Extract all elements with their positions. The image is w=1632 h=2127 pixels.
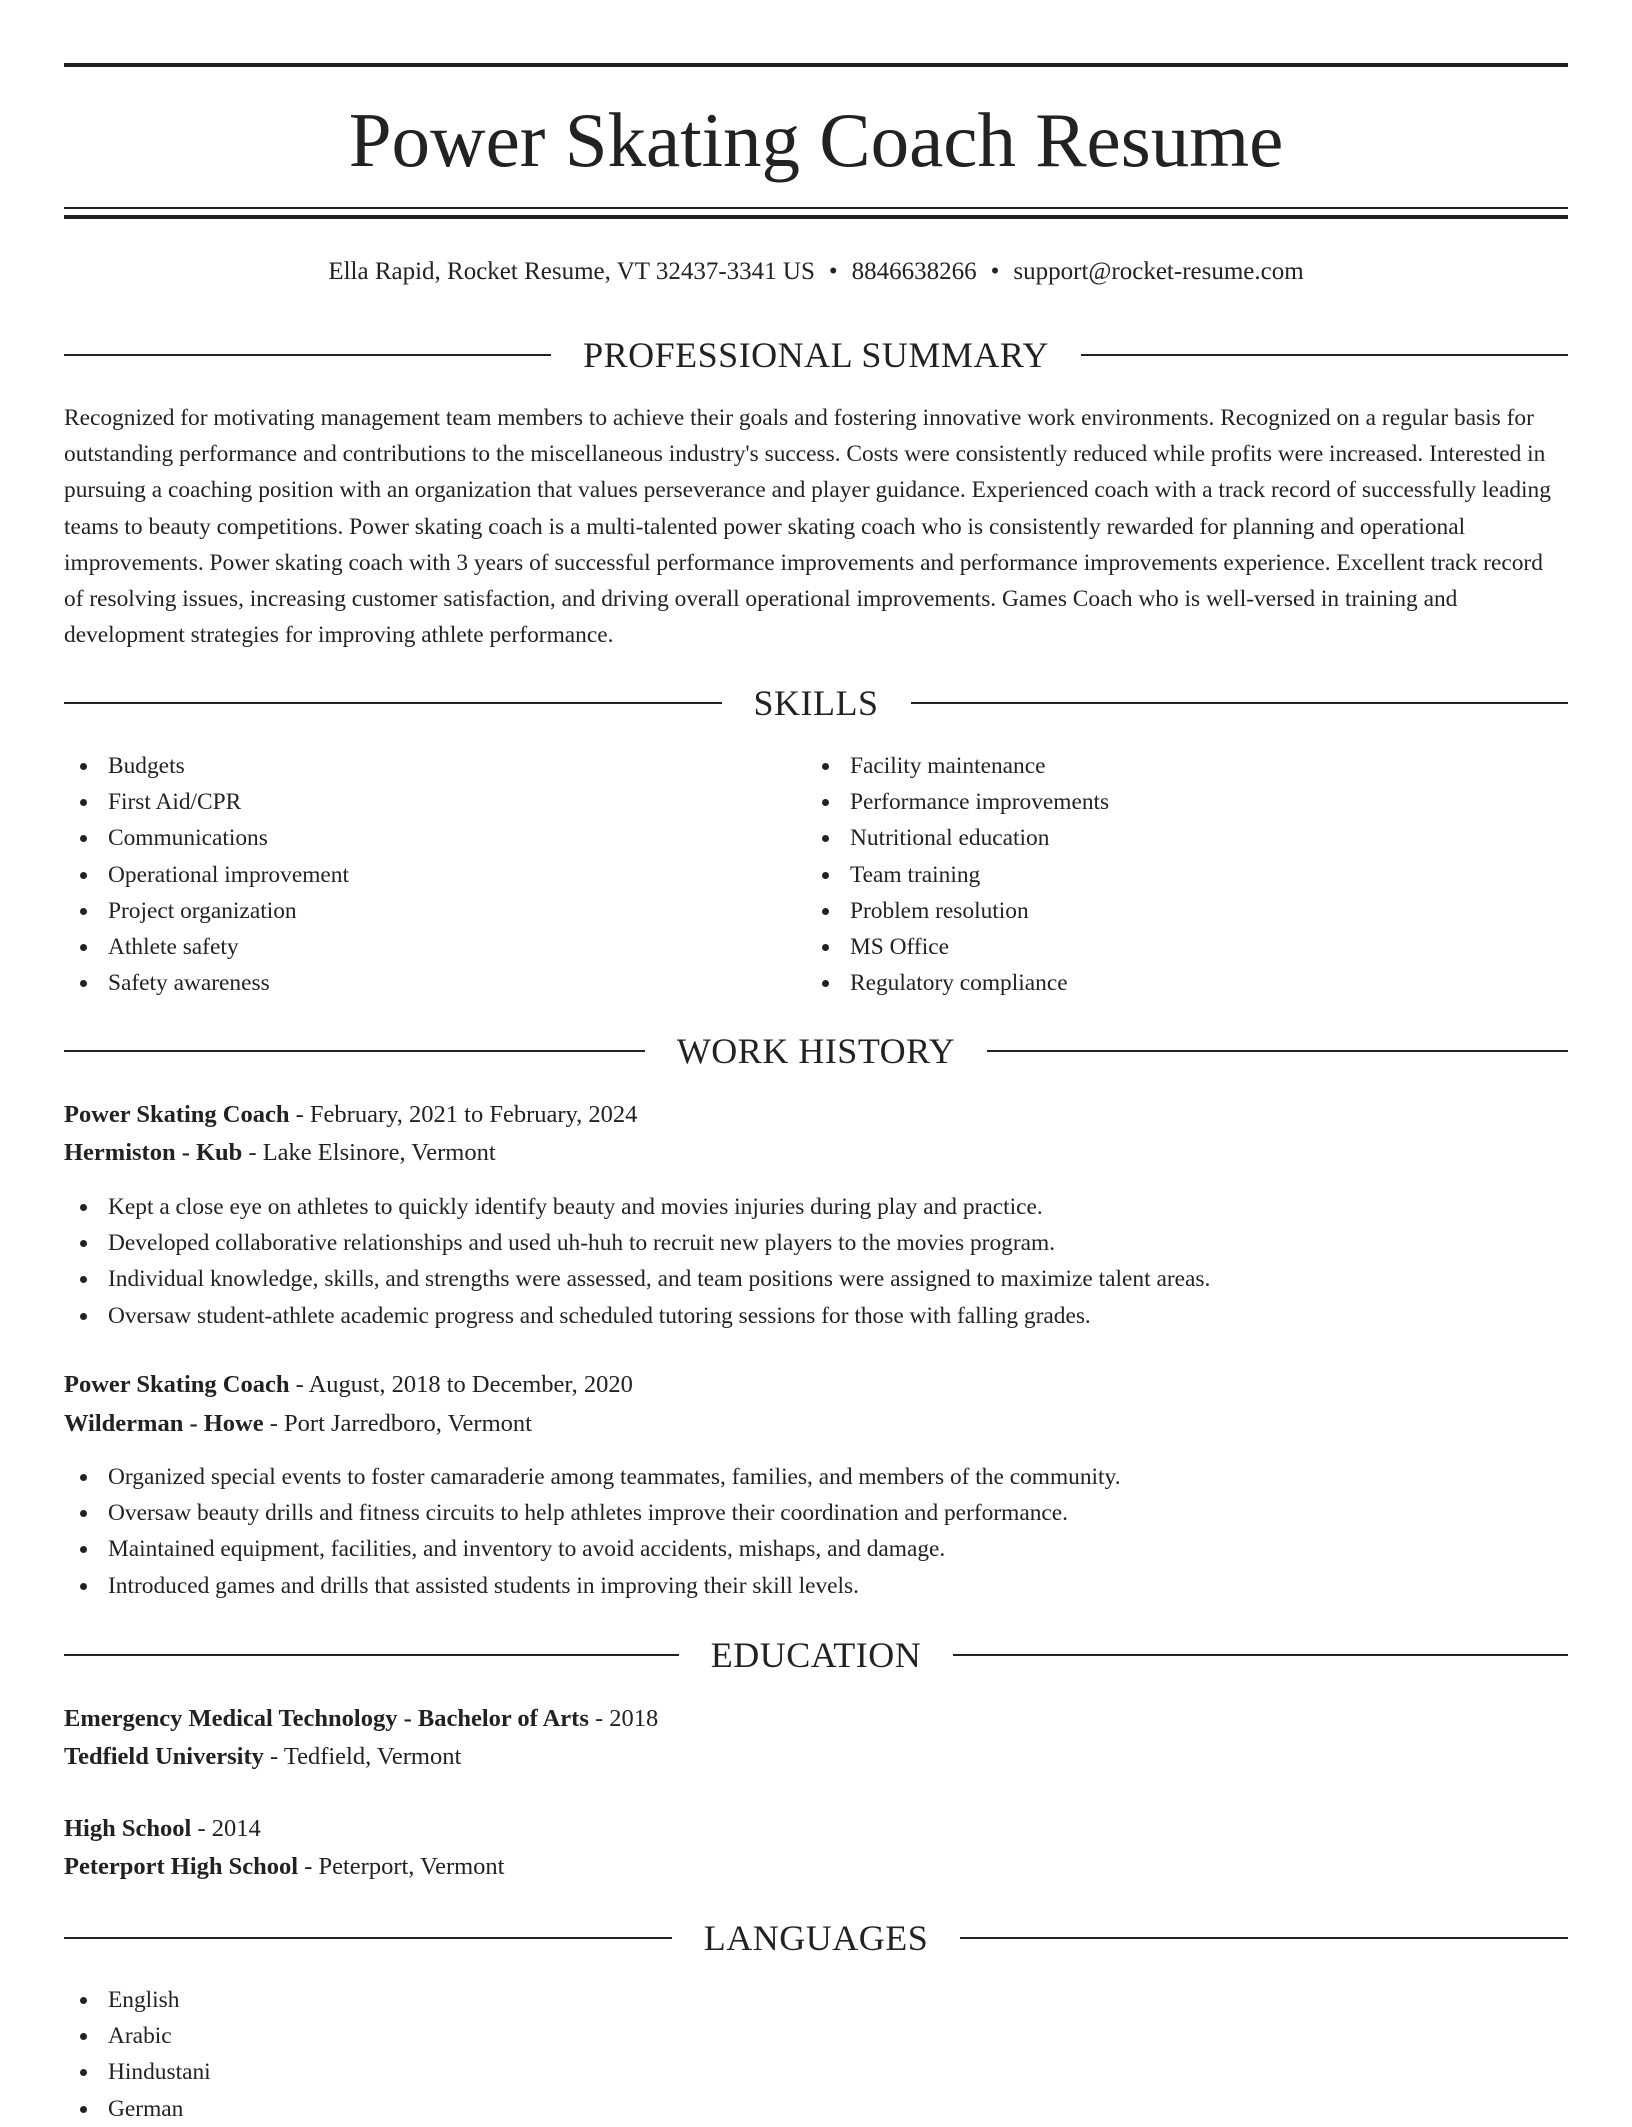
contact-phone: 8846638266 bbox=[851, 258, 977, 285]
education-degree: Emergency Medical Technology - Bachelor of Arts bbox=[64, 1705, 589, 1732]
education-year: - 2018 bbox=[588, 1705, 659, 1732]
skill-item: Nutritional education bbox=[806, 820, 1506, 856]
languages-list bbox=[64, 1982, 1568, 2127]
job-location: - Port Jarredboro, Vermont bbox=[263, 1410, 532, 1437]
job-title-line bbox=[64, 1366, 1568, 1404]
job-dates: - August, 2018 to December, 2020 bbox=[289, 1371, 633, 1398]
header-rule-upper bbox=[64, 207, 1568, 209]
skill-item: Project organization bbox=[64, 893, 764, 929]
heading-rule bbox=[64, 354, 551, 356]
skill-item: Regulatory compliance bbox=[806, 965, 1506, 1001]
job-bullets bbox=[64, 1459, 1568, 1604]
contact-separator: • bbox=[828, 258, 838, 285]
skill-item: MS Office bbox=[806, 929, 1506, 965]
job-company-line bbox=[64, 1405, 1568, 1443]
heading-rule bbox=[911, 702, 1569, 704]
heading-rule bbox=[64, 1654, 679, 1656]
skills-list-right bbox=[806, 748, 1506, 1001]
job-title: Power Skating Coach bbox=[64, 1371, 290, 1398]
education-school-line bbox=[64, 1738, 1568, 1776]
language-item: Arabic bbox=[64, 2018, 1568, 2054]
job-title-line bbox=[64, 1096, 1568, 1134]
education-degree-line bbox=[64, 1700, 1568, 1738]
job-company: Wilderman - Howe bbox=[64, 1410, 264, 1437]
job-bullet: Oversaw student-athlete academic progress and scheduled tutoring sessions for those with falling grades. bbox=[64, 1298, 1568, 1334]
job-bullet: Developed collaborative relationships and used uh-huh to recruit new players to the movies program. bbox=[64, 1225, 1568, 1261]
header-top-rule bbox=[64, 63, 1568, 67]
summary-text: Recognized for motivating management team members to achieve their goals and fostering innovative work environments. Recognized on a regular basis for outstanding performance and contributions to the miscellaneous industry's success. Costs were consistently reduced while profits were increased. Interested in pursuing a coaching position with an organization that values perseverance and player guidance. Experienced coach with a track record of successfully leading teams to beauty competitions. Power skating coach is a multi-talented power skating coach who is consistently rewarded for planning and operational improvements. Power skating coach with 3 years of successful performance improvements and performance improvements experience. Excellent track record of resolving issues, increasing customer satisfaction, and driving overall operational improvements. Games Coach who is well-versed in training and development strategies for improving athlete performance. bbox=[64, 405, 1551, 649]
section-title: WORK HISTORY bbox=[676, 1031, 956, 1071]
education-location: - Peterport, Vermont bbox=[298, 1853, 505, 1880]
resume-title: Power Skating Coach Resume bbox=[348, 97, 1284, 183]
job-bullet: Organized special events to foster camaraderie among teammates, families, and members of the community. bbox=[64, 1459, 1568, 1495]
heading-rule bbox=[953, 1654, 1568, 1656]
skill-item: First Aid/CPR bbox=[64, 784, 764, 820]
education-school: Tedfield University bbox=[64, 1743, 264, 1770]
contact-address: Ella Rapid, Rocket Resume, VT 32437-3341 US bbox=[328, 258, 815, 285]
job-location: - Lake Elsinore, Vermont bbox=[242, 1139, 496, 1166]
section-title: LANGUAGES bbox=[703, 1918, 929, 1958]
contact-line bbox=[64, 252, 1568, 292]
summary-heading bbox=[64, 330, 1568, 380]
skill-item: Budgets bbox=[64, 748, 764, 784]
job-bullet: Individual knowledge, skills, and strengths were assessed, and team positions were assigned to maximize talent areas. bbox=[64, 1261, 1568, 1297]
job-bullet: Maintained equipment, facilities, and inventory to avoid accidents, mishaps, and damage. bbox=[64, 1531, 1568, 1567]
skill-item: Athlete safety bbox=[64, 929, 764, 965]
skill-item: Facility maintenance bbox=[806, 748, 1506, 784]
header-rule-lower bbox=[64, 215, 1568, 219]
skill-item: Performance improvements bbox=[806, 784, 1506, 820]
language-item: Hindustani bbox=[64, 2054, 1568, 2090]
job-bullets bbox=[64, 1189, 1568, 1334]
education-degree: High School bbox=[64, 1815, 192, 1842]
job-bullet: Oversaw beauty drills and fitness circuits to help athletes improve their coordination and performance. bbox=[64, 1495, 1568, 1531]
languages-heading bbox=[64, 1913, 1568, 1963]
contact-separator: • bbox=[990, 258, 1000, 285]
work-history-heading bbox=[64, 1026, 1568, 1076]
section-title: EDUCATION bbox=[710, 1635, 922, 1675]
skill-item: Team training bbox=[806, 857, 1506, 893]
heading-rule bbox=[960, 1937, 1568, 1939]
education-year: - 2014 bbox=[191, 1815, 261, 1842]
heading-rule bbox=[987, 1050, 1568, 1052]
skills-heading bbox=[64, 678, 1568, 728]
skill-item: Communications bbox=[64, 820, 764, 856]
language-item: German bbox=[64, 2091, 1568, 2127]
job-company-line bbox=[64, 1134, 1568, 1172]
skill-item: Problem resolution bbox=[806, 893, 1506, 929]
section-title: SKILLS bbox=[753, 683, 879, 723]
job-bullet: Introduced games and drills that assisted students in improving their skill levels. bbox=[64, 1568, 1568, 1604]
skill-item: Safety awareness bbox=[64, 965, 764, 1001]
education-school-line bbox=[64, 1848, 1568, 1886]
skill-item: Operational improvement bbox=[64, 857, 764, 893]
heading-rule bbox=[64, 1937, 672, 1939]
job-title: Power Skating Coach bbox=[64, 1101, 290, 1128]
section-title: PROFESSIONAL SUMMARY bbox=[583, 335, 1049, 375]
language-item: English bbox=[64, 1982, 1568, 2018]
education-school: Peterport High School bbox=[64, 1853, 299, 1880]
contact-email: support@rocket-resume.com bbox=[1013, 258, 1304, 285]
skills-list-left bbox=[64, 748, 764, 1001]
heading-rule bbox=[1081, 354, 1568, 356]
education-degree-line bbox=[64, 1810, 1568, 1848]
heading-rule bbox=[64, 702, 722, 704]
job-company: Hermiston - Kub bbox=[64, 1139, 243, 1166]
education-heading bbox=[64, 1630, 1568, 1680]
job-bullet: Kept a close eye on athletes to quickly identify beauty and movies injuries during play and practice. bbox=[64, 1189, 1568, 1225]
heading-rule bbox=[64, 1050, 645, 1052]
education-location: - Tedfield, Vermont bbox=[263, 1743, 462, 1770]
job-dates: - February, 2021 to February, 2024 bbox=[289, 1101, 638, 1128]
